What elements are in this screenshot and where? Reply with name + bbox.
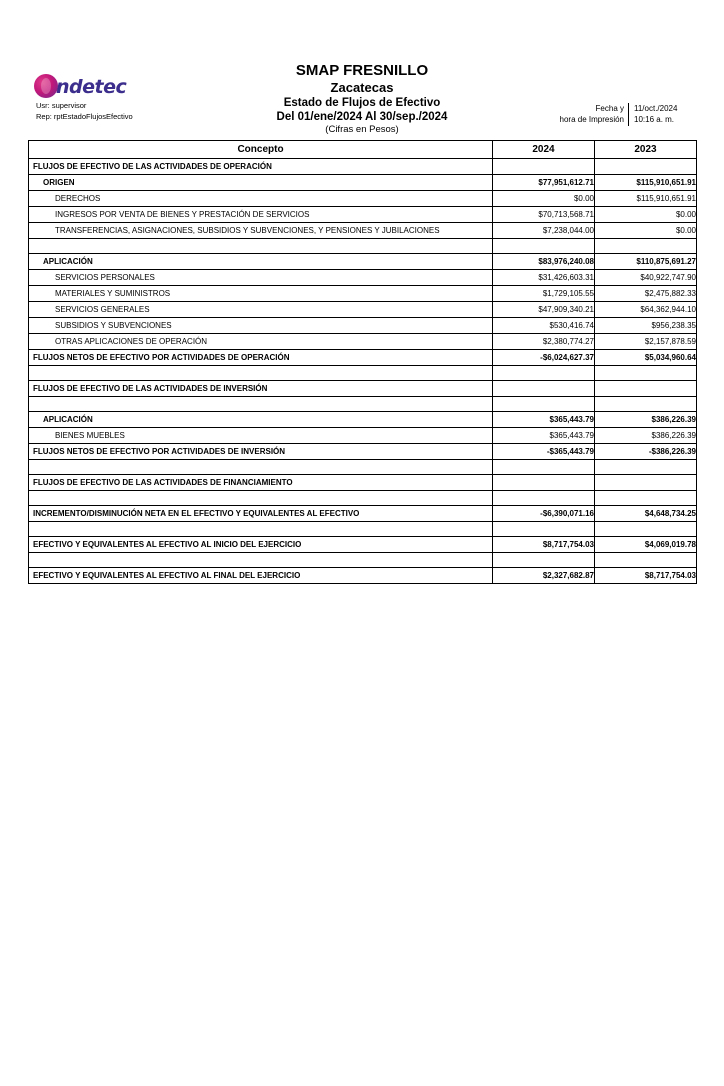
cell-amount-2023 — [595, 491, 697, 506]
table-row — [29, 191, 697, 207]
cell-concept — [29, 491, 493, 506]
cell-concept: INCREMENTO/DISMINUCIÓN NETA EN EL EFECTIVO Y EQUIVALENTES AL EFECTIVO — [29, 506, 493, 522]
cell-amount-2023 — [595, 475, 697, 491]
cell-amount-2023 — [595, 397, 697, 412]
cell-amount-2024: $530,416.74 — [493, 318, 595, 334]
table-row — [29, 537, 697, 553]
cell-amount-2024: $365,443.79 — [493, 428, 595, 444]
table-row — [29, 428, 697, 444]
table-row — [29, 207, 697, 223]
cell-amount-2023: $2,157,878.59 — [595, 334, 697, 350]
cell-concept: EFECTIVO Y EQUIVALENTES AL EFECTIVO AL FINAL DEL EJERCICIO — [29, 568, 493, 584]
cell-amount-2024 — [493, 553, 595, 568]
cell-concept: DERECHOS — [29, 191, 493, 207]
indetec-logo — [34, 72, 130, 102]
table-row — [29, 568, 697, 584]
print-label-line1: Fecha y — [595, 103, 624, 113]
cell-concept: BIENES MUEBLES — [29, 428, 493, 444]
report-period: Del 01/ene/2024 Al 30/sep./2024 — [276, 111, 448, 124]
cell-amount-2023: -$386,226.39 — [595, 444, 697, 460]
table-row — [29, 175, 697, 191]
cell-amount-2024 — [493, 159, 595, 175]
table-body — [29, 159, 697, 584]
report-meta-right — [526, 103, 696, 126]
report-id-label: Rep: rptEstadoFlujosEfectivo — [36, 111, 133, 121]
cell-concept — [29, 460, 493, 475]
report-meta-left — [36, 100, 133, 123]
cell-amount-2024: $365,443.79 — [493, 412, 595, 428]
cell-concept: TRANSFERENCIAS, ASIGNACIONES, SUBSIDIOS Y SUBVENCIONES, Y PENSIONES Y JUBILACIONES — [29, 223, 493, 239]
cell-amount-2023: $386,226.39 — [595, 428, 697, 444]
cell-amount-2024: -$365,443.79 — [493, 444, 595, 460]
user-label: Usr: supervisor — [36, 100, 87, 110]
table-row — [29, 223, 697, 239]
cell-amount-2023 — [595, 159, 697, 175]
cell-amount-2024 — [493, 491, 595, 506]
cell-concept: MATERIALES Y SUMINISTROS — [29, 286, 493, 302]
table-row — [29, 318, 697, 334]
cell-amount-2024: $70,713,568.71 — [493, 207, 595, 223]
cell-amount-2023: $115,910,651.91 — [595, 175, 697, 191]
table-row — [29, 334, 697, 350]
cell-amount-2024 — [493, 397, 595, 412]
cash-flow-table — [28, 140, 697, 584]
cell-amount-2023 — [595, 239, 697, 254]
column-header-concept: Concepto — [29, 141, 493, 159]
cell-concept: FLUJOS DE EFECTIVO DE LAS ACTIVIDADES DE FINANCIAMIENTO — [29, 475, 493, 491]
cell-amount-2023: $956,238.35 — [595, 318, 697, 334]
cell-amount-2024 — [493, 239, 595, 254]
logo-circle-icon — [34, 74, 58, 98]
cell-amount-2023: $40,922,747.90 — [595, 270, 697, 286]
print-label-line2: hora de Impresión — [559, 115, 624, 125]
cell-concept — [29, 522, 493, 537]
cell-amount-2023: $5,034,960.64 — [595, 350, 697, 366]
cell-concept — [29, 239, 493, 254]
cell-amount-2024 — [493, 381, 595, 397]
table-row — [29, 506, 697, 522]
cell-concept: EFECTIVO Y EQUIVALENTES AL EFECTIVO AL INICIO DEL EJERCICIO — [29, 537, 493, 553]
cell-amount-2024 — [493, 460, 595, 475]
cell-amount-2023 — [595, 381, 697, 397]
cell-amount-2024: $2,380,774.27 — [493, 334, 595, 350]
table-header-row — [29, 141, 697, 159]
table-row — [29, 159, 697, 175]
cell-amount-2023: $64,362,944.10 — [595, 302, 697, 318]
print-time: 10:16 a. m. — [628, 114, 696, 126]
cell-amount-2023: $4,069,019.78 — [595, 537, 697, 553]
table-spacer-row — [29, 397, 697, 412]
cell-concept: APLICACIÓN — [29, 254, 493, 270]
cell-concept: ORIGEN — [29, 175, 493, 191]
table-row — [29, 475, 697, 491]
table-spacer-row — [29, 491, 697, 506]
table-spacer-row — [29, 239, 697, 254]
cell-concept: SERVICIOS GENERALES — [29, 302, 493, 318]
cell-concept: APLICACIÓN — [29, 412, 493, 428]
table-row — [29, 350, 697, 366]
cell-amount-2023: $386,226.39 — [595, 412, 697, 428]
table-spacer-row — [29, 553, 697, 568]
cell-amount-2024: $77,951,612.71 — [493, 175, 595, 191]
logo-wordmark: ndetec — [56, 76, 127, 98]
report-title: Estado de Flujos de Efectivo — [283, 97, 441, 110]
cell-amount-2023 — [595, 460, 697, 475]
cell-amount-2024: $47,909,340.21 — [493, 302, 595, 318]
table-row — [29, 444, 697, 460]
cell-concept: FLUJOS DE EFECTIVO DE LAS ACTIVIDADES DE INVERSIÓN — [29, 381, 493, 397]
cell-concept: FLUJOS NETOS DE EFECTIVO POR ACTIVIDADES DE OPERACIÓN — [29, 350, 493, 366]
report-page — [0, 62, 724, 1086]
cell-amount-2023 — [595, 366, 697, 381]
cell-concept: SERVICIOS PERSONALES — [29, 270, 493, 286]
cell-concept: OTRAS APLICACIONES DE OPERACIÓN — [29, 334, 493, 350]
cell-amount-2023 — [595, 553, 697, 568]
print-date: 11/oct./2024 — [628, 103, 696, 115]
cell-amount-2024 — [493, 522, 595, 537]
cell-concept — [29, 397, 493, 412]
table-row — [29, 302, 697, 318]
cell-amount-2023: $2,475,882.33 — [595, 286, 697, 302]
cell-amount-2023: $8,717,754.03 — [595, 568, 697, 584]
table-row — [29, 270, 697, 286]
cell-concept: INGRESOS POR VENTA DE BIENES Y PRESTACIÓN DE SERVICIOS — [29, 207, 493, 223]
cell-amount-2024: $1,729,105.55 — [493, 286, 595, 302]
state-name: Zacatecas — [330, 80, 394, 96]
cell-amount-2023: $0.00 — [595, 223, 697, 239]
cell-concept — [29, 366, 493, 381]
cell-amount-2024: $7,238,044.00 — [493, 223, 595, 239]
cell-amount-2024: -$6,390,071.16 — [493, 506, 595, 522]
cell-concept — [29, 553, 493, 568]
table-row — [29, 412, 697, 428]
cell-amount-2024 — [493, 366, 595, 381]
cell-amount-2024: $83,976,240.08 — [493, 254, 595, 270]
cell-amount-2023: $115,910,651.91 — [595, 191, 697, 207]
cell-amount-2024 — [493, 475, 595, 491]
table-row — [29, 286, 697, 302]
column-header-2024: 2024 — [493, 141, 595, 159]
table-spacer-row — [29, 522, 697, 537]
table-spacer-row — [29, 366, 697, 381]
cell-concept: SUBSIDIOS Y SUBVENCIONES — [29, 318, 493, 334]
report-header — [28, 62, 696, 140]
cell-amount-2024: $0.00 — [493, 191, 595, 207]
cell-amount-2023: $4,648,734.25 — [595, 506, 697, 522]
cell-concept: FLUJOS DE EFECTIVO DE LAS ACTIVIDADES DE OPERACIÓN — [29, 159, 493, 175]
organization-name: SMAP FRESNILLO — [295, 62, 429, 79]
cell-amount-2024: $2,327,682.87 — [493, 568, 595, 584]
cell-amount-2024: $8,717,754.03 — [493, 537, 595, 553]
cell-amount-2024: $31,426,603.31 — [493, 270, 595, 286]
cell-amount-2023 — [595, 522, 697, 537]
cell-amount-2023: $110,875,691.27 — [595, 254, 697, 270]
report-units: (Cifras en Pesos) — [325, 124, 399, 136]
cell-amount-2024: -$6,024,627.37 — [493, 350, 595, 366]
cell-amount-2023: $0.00 — [595, 207, 697, 223]
table-row — [29, 254, 697, 270]
table-spacer-row — [29, 460, 697, 475]
table-row — [29, 381, 697, 397]
column-header-2023: 2023 — [595, 141, 697, 159]
cell-concept: FLUJOS NETOS DE EFECTIVO POR ACTIVIDADES DE INVERSIÓN — [29, 444, 493, 460]
